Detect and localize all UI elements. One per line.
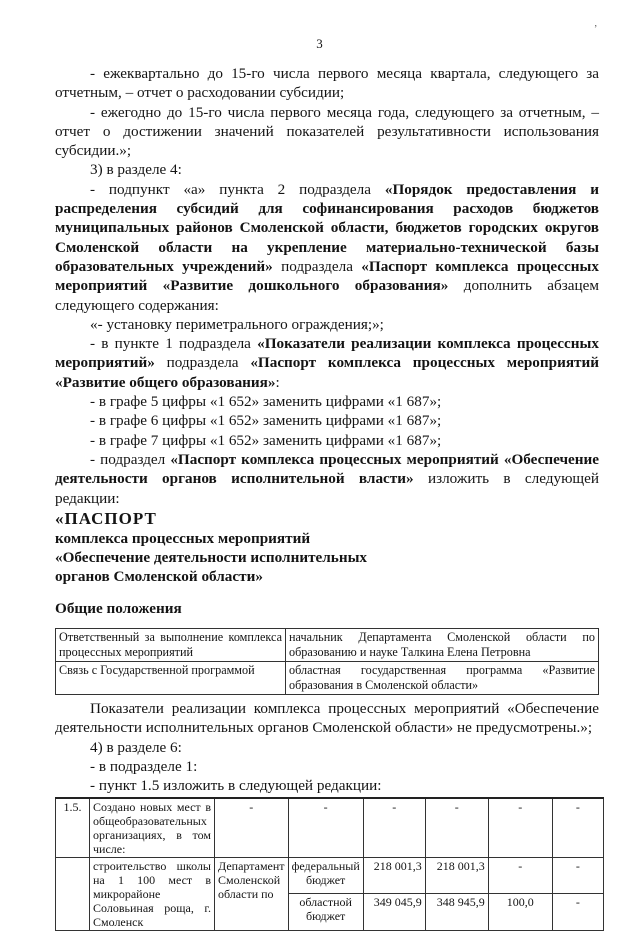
document-body — [55, 64, 599, 931]
indicator-name: Создано новых мест в общеобразовательных организациях, в том числе: — [90, 798, 215, 858]
project-name: строительство школы на 1 100 мест в микрорайоне Соловьиная роща, г. Смоленск — [90, 857, 215, 930]
table-row — [56, 629, 599, 662]
passport-subtitle-1: комплекса процессных мероприятий — [55, 529, 311, 547]
page-number: 3 — [316, 36, 323, 51]
funding-source: федеральный бюджет — [288, 857, 363, 894]
value-cell: 218 001,3 — [425, 857, 488, 894]
paragraph-point-1-5: - пункт 1.5 изложить в следующей редакции: — [90, 777, 382, 795]
value-cell: 349 045,9 — [363, 894, 425, 931]
bold-run: «Паспорт комплекса процессных мероприятий «Развитие дошкольного образования» — [55, 257, 599, 295]
text-run: - подпункт «а» пункта 2 подраздела — [90, 180, 385, 198]
value-cell: 218 001,3 — [363, 857, 425, 894]
dash-cell: - — [552, 798, 603, 858]
passport-subtitle-3: органов Смоленской области» — [55, 568, 263, 586]
bold-run: «Порядок предоставления и распределения субсидий для софинансирования расходов бюджетов муниципальных районов Смоленской области, бюджетов городских округов Смоленской области на укрепление материально-технической базы образовательных учреждений» — [55, 180, 599, 275]
paragraph-point-1 — [55, 334, 599, 392]
paragraph-quote: «- установку периметрального ограждения;»; — [90, 315, 384, 333]
text-run: подраздела — [154, 354, 251, 372]
bold-run: «Паспорт комплекса процессных мероприятий «Обеспечение деятельности органов исполнительной власти» — [55, 450, 599, 488]
paragraph-grafa-5: - в графе 5 цифры «1 652» заменить цифрами «1 687»; — [90, 393, 442, 411]
empty-cell — [56, 857, 90, 930]
table-cell: Ответственный за выполнение комплекса процессных мероприятий — [56, 629, 286, 662]
value-cell: 100,0 — [488, 894, 552, 931]
paragraph-yearly: - ежегодно до 15-го числа первого месяца года, следующего за отчетным, – отчет о достижении значений показателей результативности использования субсидии.»; — [55, 103, 599, 160]
value-cell: 348 945,9 — [425, 894, 488, 931]
dash-cell: - — [363, 798, 425, 858]
dash-cell: - — [288, 798, 363, 858]
bold-run: «Паспорт комплекса процессных мероприятий «Развитие общего образования» — [55, 354, 599, 391]
value-cell: - — [488, 857, 552, 894]
general-heading: Общие положения — [55, 599, 182, 617]
row-number: 1.5. — [56, 798, 90, 858]
text-run: изложить в следующей редакции: — [55, 470, 599, 507]
dash-cell: - — [425, 798, 488, 858]
text-run: - в пункте 1 подраздела — [90, 335, 258, 353]
paragraph-item-3: 3) в разделе 4: — [90, 161, 182, 179]
paragraph-item-4: 4) в разделе 6: — [90, 738, 182, 756]
text-run: подраздела — [272, 257, 362, 275]
paragraph-grafa-7: - в графе 7 цифры «1 652» заменить цифрами «1 687»; — [90, 431, 442, 449]
dash-cell: - — [488, 798, 552, 858]
paragraph-subsection-1: - в подразделе 1: — [90, 757, 198, 775]
passport-title: «ПАСПОРТ — [55, 508, 157, 528]
paragraph-grafa-6: - в графе 6 цифры «1 652» заменить цифрами «1 687»; — [90, 412, 442, 430]
table-cell: начальник Департамента Смоленской области по образованию и науке Талкина Елена Петровна — [286, 629, 599, 662]
table-cell: областная государственная программа «Развитие образования в Смоленской области» — [286, 662, 599, 695]
responsible: Департамент Смоленской области по — [215, 857, 289, 930]
value-cell: - — [552, 857, 603, 894]
paragraph-quarterly: - ежеквартально до 15-го числа первого месяца квартала, следующего за отчетным, – отчет о расходовании субсидии; — [55, 65, 599, 102]
corner-mark: ʼ — [594, 24, 598, 35]
funding-source: областной бюджет — [288, 894, 363, 931]
paragraph-subitem-a — [55, 180, 599, 315]
table-cell: Связь с Государственной программой — [56, 662, 286, 695]
paragraph-subsection — [55, 450, 599, 508]
data-table — [55, 797, 604, 931]
text-run: дополнить абзацем следующего содержания: — [55, 277, 599, 314]
text-run: - подраздел — [90, 450, 171, 468]
dash-cell: - — [215, 798, 289, 858]
general-table — [55, 628, 599, 695]
table-row — [56, 662, 599, 695]
table-row — [56, 857, 604, 894]
paragraph-indicators: Показатели реализации комплекса процессных мероприятий «Обеспечение деятельности исполнительных органов Смоленской области» не предусмотрены.»; — [55, 700, 599, 737]
bold-run: «Показатели реализации комплекса процессных мероприятий» — [55, 335, 599, 372]
table-row — [56, 798, 604, 858]
text-run: : — [275, 373, 280, 391]
passport-subtitle-2: «Обеспечение деятельности исполнительных — [55, 549, 368, 567]
value-cell: - — [552, 894, 603, 931]
